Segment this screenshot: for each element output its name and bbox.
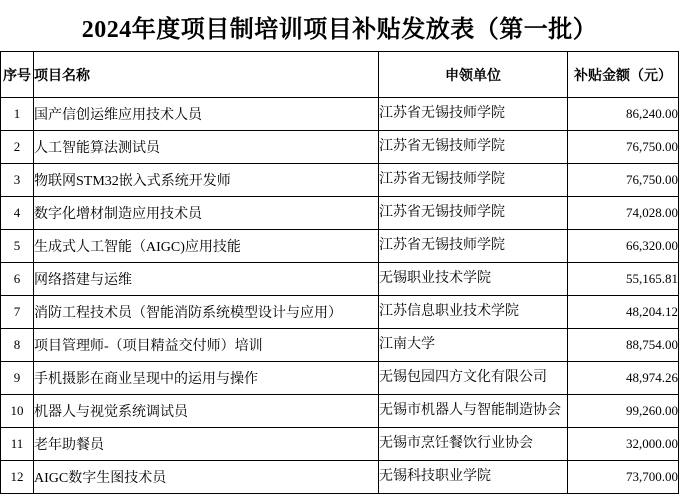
cell-project: 国产信创运维应用技术人员 [34,98,379,131]
cell-amount: 74,028.00 [568,197,679,230]
cell-index: 7 [1,296,34,329]
table-row [1,230,679,263]
cell-amount: 32,000.00 [568,428,679,461]
page-title: 2024年度项目制培训项目补贴发放表（第一批） [81,17,598,43]
cell-project: 物联网STM32嵌入式系统开发师 [34,164,379,197]
table-row [1,329,679,362]
header-unit: 申领单位 [379,52,568,98]
table-row [1,131,679,164]
cell-project: AIGC数字生图技术员 [34,461,379,494]
table-row [1,263,679,296]
cell-project: 机器人与视觉系统调试员 [34,395,379,428]
cell-amount: 73,700.00 [568,461,679,494]
cell-amount: 66,320.00 [568,230,679,263]
cell-project: 手机摄影在商业呈现中的运用与操作 [34,362,379,395]
table-row [1,395,679,428]
cell-unit: 无锡包园四方文化有限公司 [379,362,568,395]
cell-amount: 48,974.26 [568,362,679,395]
cell-index: 4 [1,197,34,230]
cell-unit: 江苏省无锡技师学院 [379,197,568,230]
table-row [1,98,679,131]
cell-project: 人工智能算法测试员 [34,131,379,164]
cell-index: 8 [1,329,34,362]
cell-index: 10 [1,395,34,428]
table-row [1,461,679,494]
cell-amount: 86,240.00 [568,98,679,131]
cell-index: 6 [1,263,34,296]
cell-amount: 88,754.00 [568,329,679,362]
cell-unit: 无锡市机器人与智能制造协会 [379,395,568,428]
cell-index: 11 [1,428,34,461]
cell-amount: 76,750.00 [568,164,679,197]
cell-unit: 无锡科技职业学院 [379,461,568,494]
cell-index: 2 [1,131,34,164]
header-project: 项目名称 [34,52,379,98]
cell-index: 1 [1,98,34,131]
cell-unit: 无锡市烹饪餐饮行业协会 [379,428,568,461]
cell-index: 3 [1,164,34,197]
cell-unit: 江苏信息职业技术学院 [379,296,568,329]
cell-unit: 江南大学 [379,329,568,362]
table-row [1,362,679,395]
cell-unit: 无锡职业技术学院 [379,263,568,296]
cell-index: 5 [1,230,34,263]
cell-amount: 48,204.12 [568,296,679,329]
header-index: 序号 [1,52,34,98]
cell-unit: 江苏省无锡技师学院 [379,164,568,197]
cell-unit: 江苏省无锡技师学院 [379,131,568,164]
cell-project: 项目管理师-（项目精益交付师）培训 [34,329,379,362]
table-header-row [1,52,679,98]
cell-project: 数字化增材制造应用技术员 [34,197,379,230]
table-row [1,197,679,230]
cell-project: 生成式人工智能（AIGC)应用技能 [34,230,379,263]
cell-unit: 江苏省无锡技师学院 [379,230,568,263]
cell-project: 老年助餐员 [34,428,379,461]
cell-amount: 99,260.00 [568,395,679,428]
table-row [1,164,679,197]
cell-unit: 江苏省无锡技师学院 [379,98,568,131]
table-row [1,296,679,329]
cell-amount: 55,165.81 [568,263,679,296]
table-row [1,428,679,461]
cell-project: 网络搭建与运维 [34,263,379,296]
cell-index: 9 [1,362,34,395]
cell-project: 消防工程技术员（智能消防系统模型设计与应用） [34,296,379,329]
cell-index: 12 [1,461,34,494]
subsidy-table [0,51,679,494]
header-amount: 补贴金额（元） [568,52,679,98]
cell-amount: 76,750.00 [568,131,679,164]
